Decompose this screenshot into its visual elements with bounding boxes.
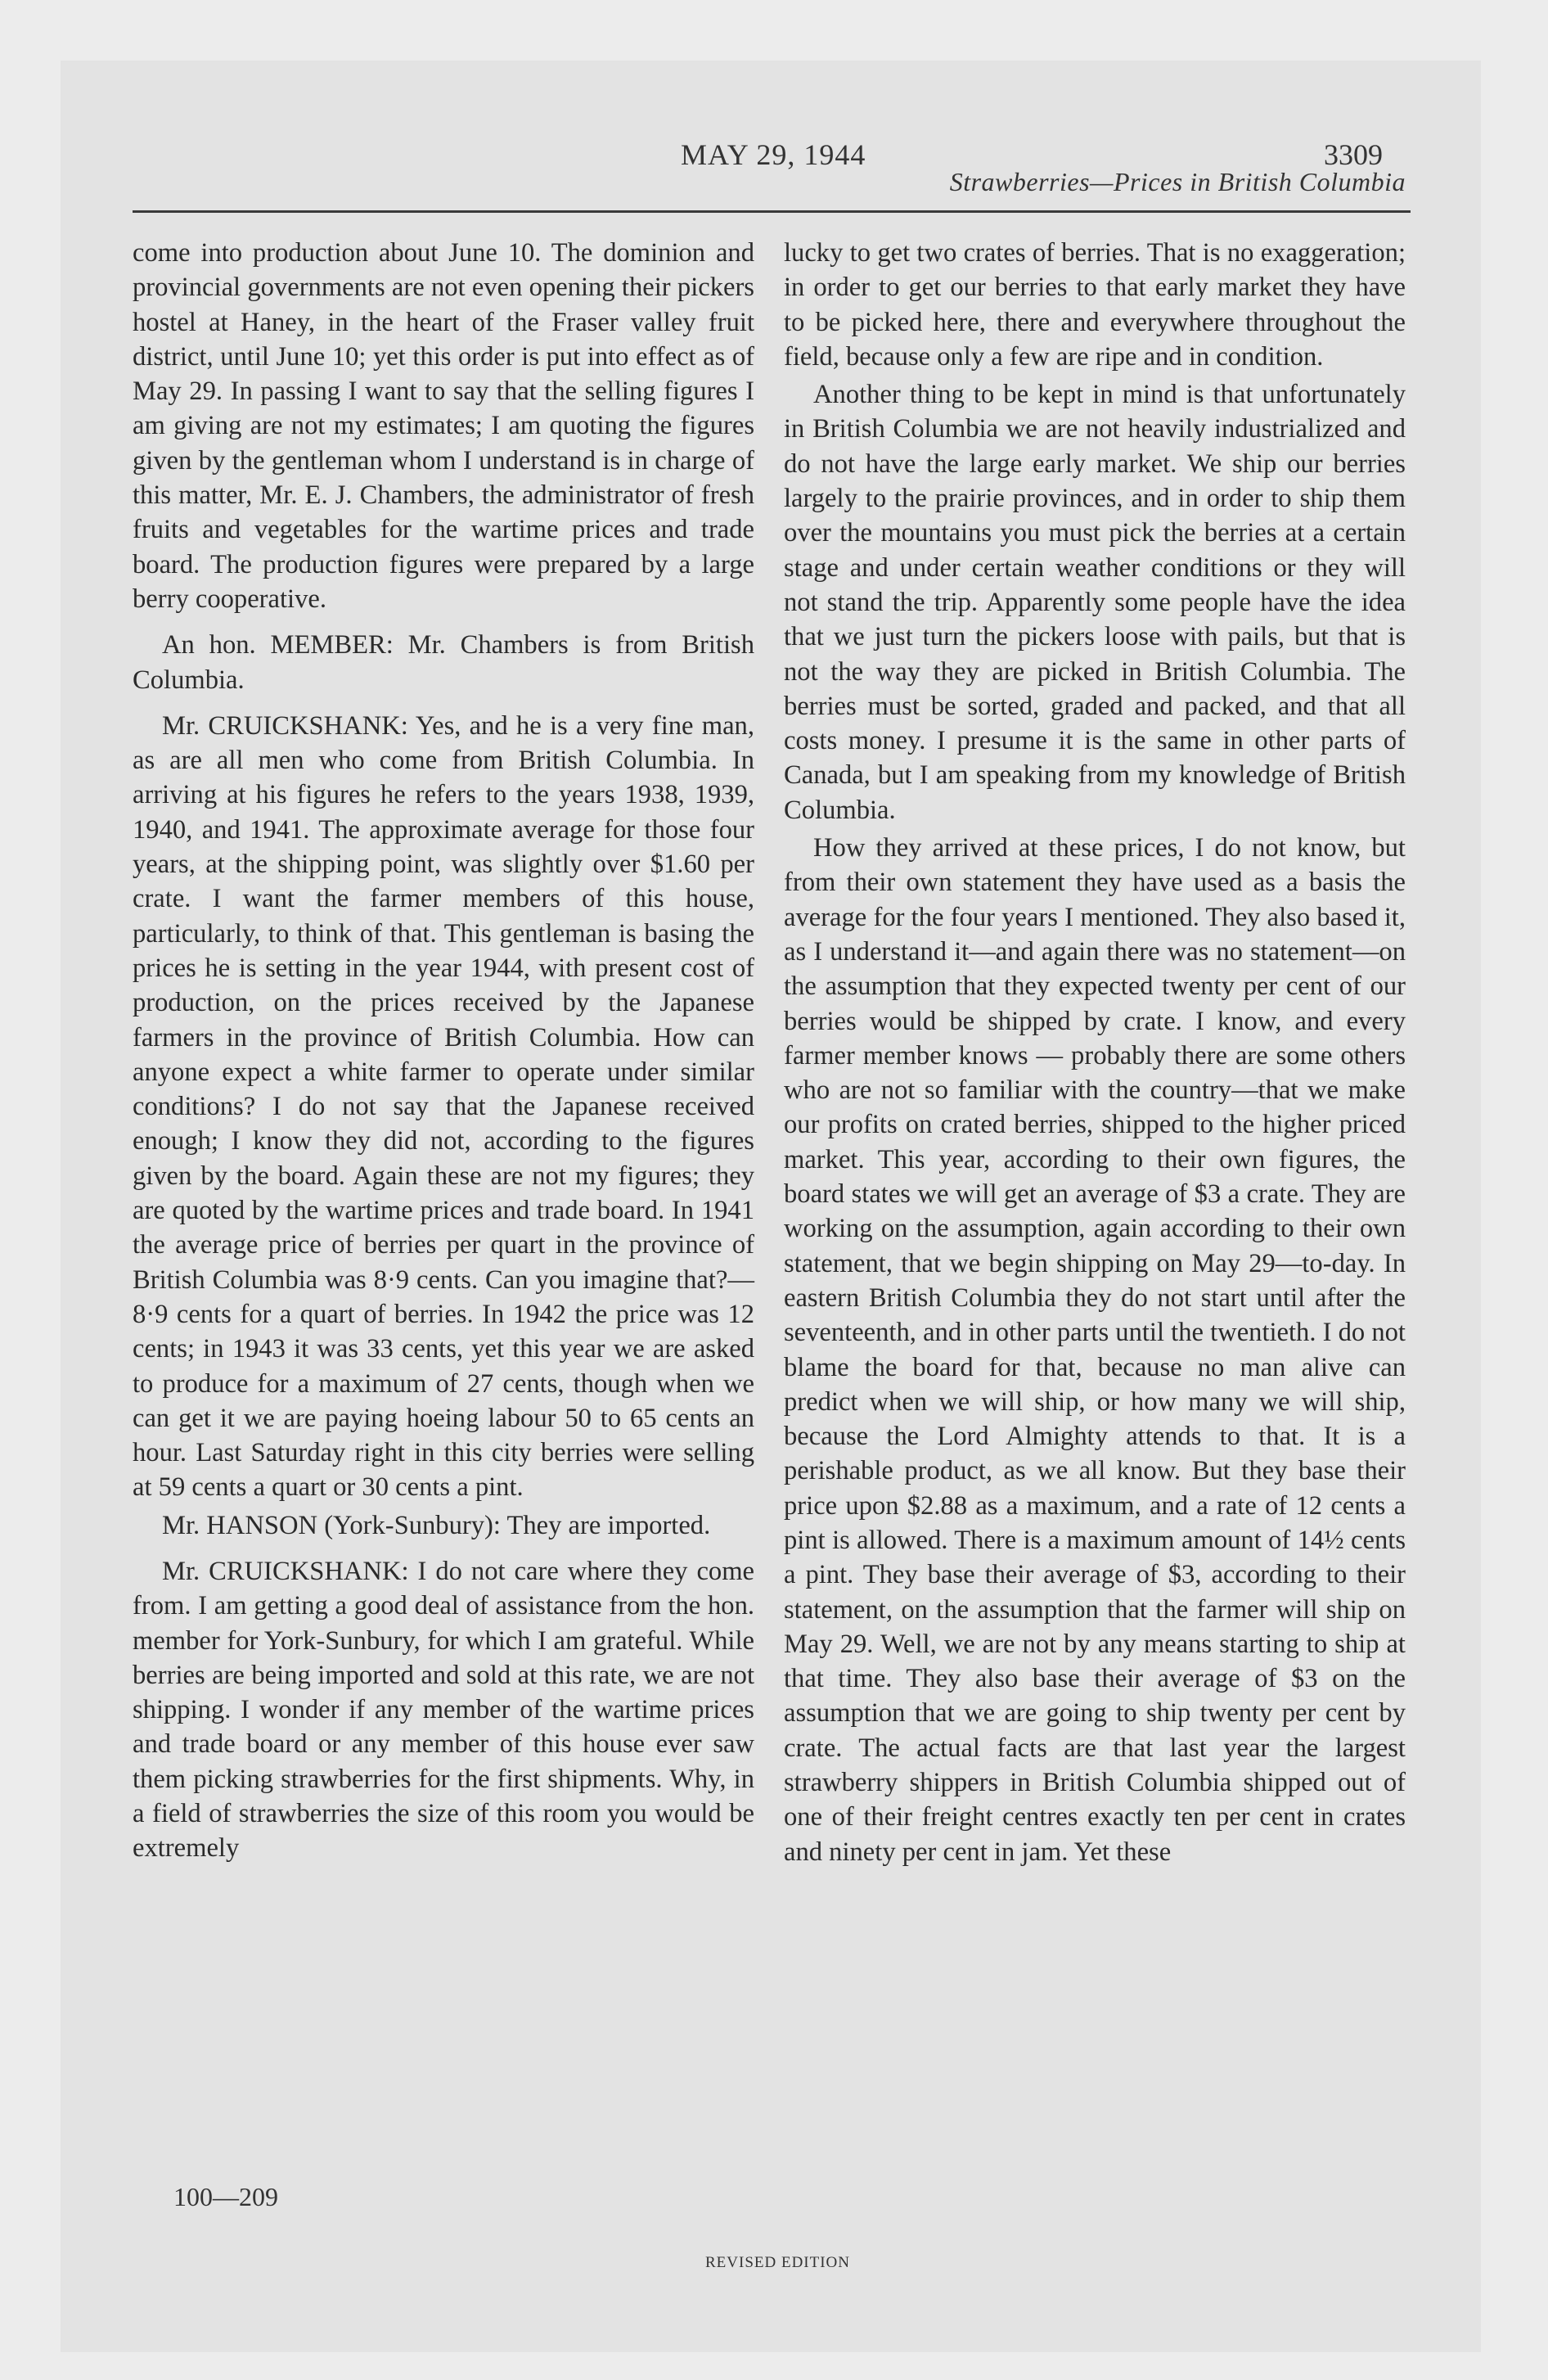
printer-signature: 100—209 [173, 2182, 278, 2211]
paragraph: Mr. CRUICKSHANK: I do not care where they come from. I am getting a good deal of assistance from the hon. member for York-Sunbury, for which I am grateful. While berries are being imported and sold at this rate, we are not shipping. I wonder if any member of the wartime prices and trade board or any member of this house ever saw them picking strawberries for the first shipments. Why, in a field of strawberries the size of this room you would be extremely [133, 1556, 754, 1864]
header-page-number: 3309 [1324, 138, 1383, 171]
header-subject: Strawberries—Prices in British Columbia [949, 167, 1406, 196]
left-column [133, 236, 754, 1869]
paragraph: Mr. CRUICKSHANK: Yes, and he is a very fine man, as are all men who come from British Columbia. In arriving at his figures he refers to the years 1938, 1939, 1940, and 1941. The approximate average for those four years, at the shipping point, was slightly over $1.60 per crate. I want the farmer members of this house, particularly, to think of that. This gentleman is basing the prices he is setting in the year 1944, with present cost of production, on the prices received by the Japanese farmers in the province of British Columbia. How can anyone expect a white farmer to operate under similar conditions? I do not say that the Japanese received enough; I know they did not, according to the figures given by the board. Again these are not my figures; they are quoted by the wartime prices and trade board. In 1941 the average price of berries per quart in the province of British Columbia was 8·9 cents. Can you imagine that?—8·9 cents for a quart of berries. In 1942 the price was 12 cents; in 1943 it was 33 cents, yet this year we are asked to produce for a maximum of 27 cents, though when we can get it we are paying hoeing labour 50 to 65 cents an hour. Last Saturday right in this city berries were selling at 59 cents a quart or 30 cents a pint. [133, 710, 754, 1503]
right-column [784, 236, 1406, 1873]
paragraph: Mr. HANSON (York-Sunbury): They are imported. [162, 1510, 711, 1540]
header-date: MAY 29, 1944 [681, 138, 866, 171]
paragraph: An hon. MEMBER: Mr. Chambers is from British Columbia. [133, 630, 754, 695]
header-rule [133, 210, 1411, 213]
edition-label: REVISED EDITION [705, 2254, 851, 2271]
paragraph: lucky to get two crates of berries. That is no exaggeration; in order to get our berries to that early market they have to be picked here, there and everywhere throughout the field, because only a few are ripe and in condition. [784, 238, 1406, 372]
paragraph: How they arrived at these prices, I do not know, but from their own statement they have used as a basis the average for the four years I mentioned. They also based it, as I understand it—and again there was no statement—on the assumption that they expected twenty per cent of our berries would be shipped by crate. I know, and every farmer member knows — probably there are some others who are not so familiar with the country—that we make our profits on crated berries, shipped to the higher priced market. This year, according to their own figures, the board states we will get an average of $3 a crate. They are working on the assumption, again according to their own statement, that we begin shipping on May 29—to-day. In eastern British Columbia they do not start until after the seventeenth, and in other parts until the twentieth. I do not blame the board for that, because no man alive can predict when we will ship, or how many we will ship, because the Lord Almighty attends to that. It is a perishable product, as we all know. But they base their price upon $2.88 as a maximum, and a rate of 12 cents a pint is allowed. There is a maximum amount of 14½ cents a pint. They base their average of $3, according to their statement, on the assumption that the farmer will ship on May 29. Well, we are not by any means starting to ship at that time. They also base their average of $3 on the assumption that we are going to ship twenty per cent by crate. The actual facts are that last year the largest strawberry shippers in British Columbia shipped out of one of their freight centres exactly ten per cent in crates and ninety per cent in jam. Yet these [784, 833, 1406, 1867]
paragraph: come into production about June 10. The dominion and provincial governments are not even opening their pickers hostel at Haney, in the heart of the Fraser valley fruit district, until June 10; yet this order is put into effect as of May 29. In passing I want to say that the selling figures I am giving are not my estimates; I am quoting the figures given by the gentleman whom I understand is in charge of this matter, Mr. E. J. Chambers, the administrator of fresh fruits and vegetables for the wartime prices and trade board. The production figures were prepared by a large berry cooperative. [133, 238, 754, 614]
paragraph: Another thing to be kept in mind is that unfortunately in British Columbia we are not heavily industrialized and do not have the large early market. We ship our berries largely to the prairie provinces, and in order to ship them over the mountains you must pick the berries at a certain stage and under certain weather conditions or they will not stand the trip. Apparently some people have the idea that we just turn the pickers loose with pails, but that is not the way they are picked in British Columbia. The berries must be sorted, graded and packed, and that all costs money. I presume it is the same in other parts of Canada, but I am speaking from my knowledge of British Columbia. [784, 380, 1406, 825]
